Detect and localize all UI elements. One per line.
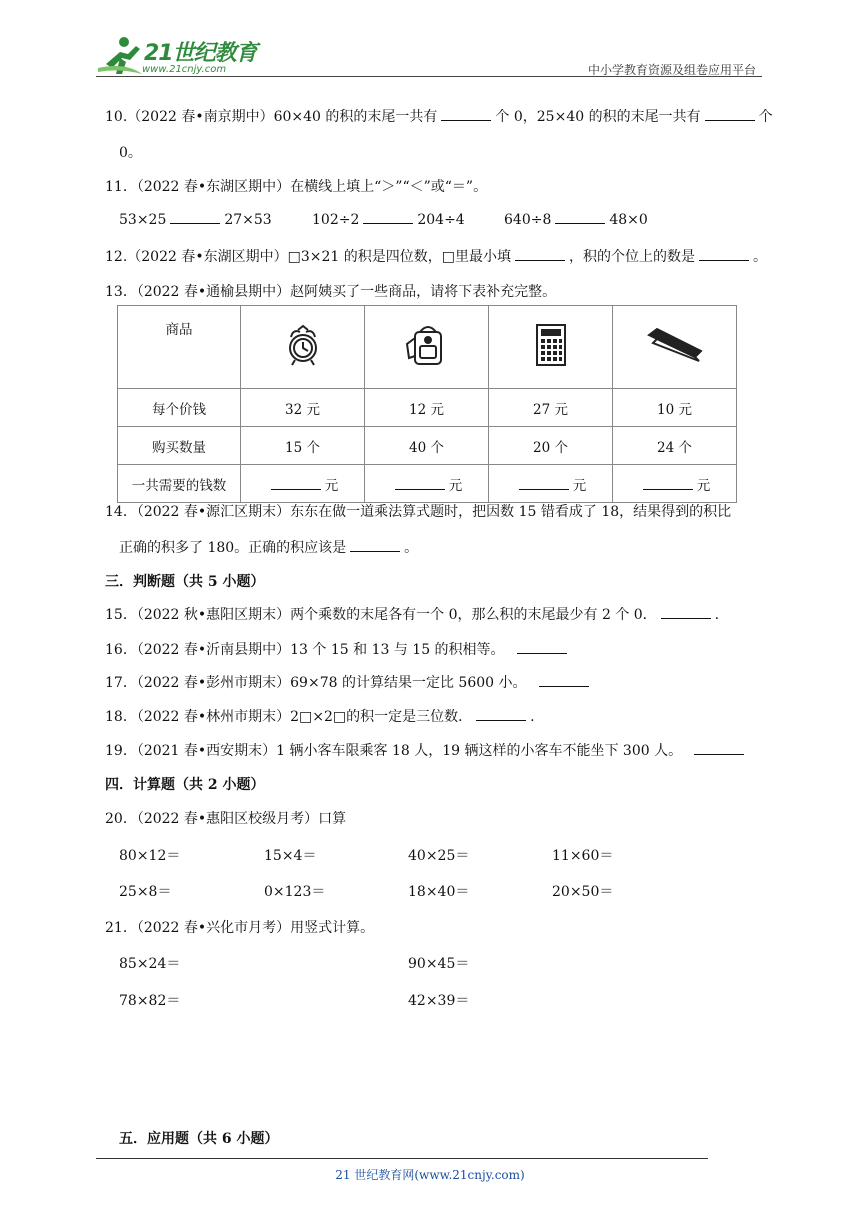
price-cell: 27 元 <box>489 389 613 427</box>
question-11-expr-2: 102÷2 204÷4 <box>312 212 465 228</box>
table-row <box>118 306 737 389</box>
total-cell: 元 <box>613 465 737 503</box>
price-cell: 12 元 <box>365 389 489 427</box>
table-row <box>118 389 737 427</box>
question-10-line2: 0。 <box>119 145 142 161</box>
answer-blank[interactable] <box>441 108 491 121</box>
q10-text-a: 10.（2022 春•南京期中）60×40 的积的末尾一共有 <box>105 109 438 125</box>
answer-blank[interactable] <box>643 477 693 490</box>
oral-calc-item: 40×25＝ <box>408 848 470 864</box>
answer-blank[interactable] <box>705 108 755 121</box>
question-14-line1: 14．（2022 春•源汇区期末）东东在做一道乘法算式题时，把因数 15 错看成了 18，结果得到的积比 <box>105 504 732 520</box>
calculator-icon <box>533 322 569 368</box>
logo-url-text: www.21cnjy.com <box>142 64 227 75</box>
goods-table <box>117 305 737 503</box>
q10-text-b: 个 0，25×40 的积的末尾一共有 <box>495 109 701 125</box>
qty-cell: 20 个 <box>489 427 613 465</box>
question-11-stem: 11．（2022 春•东湖区期中）在横线上填上“＞”“＜”或“＝”。 <box>105 179 488 195</box>
header-divider <box>96 76 762 77</box>
question-14-line2: 正确的积多了 180。正确的积应该是 。 <box>119 540 419 556</box>
row-label-qty: 购买数量 <box>118 427 241 465</box>
oral-calc-item: 18×40＝ <box>408 884 470 900</box>
question-11-expr-1: 53×25 27×53 <box>119 212 272 228</box>
stapler-icon <box>645 325 705 365</box>
answer-blank[interactable] <box>661 606 711 619</box>
qty-cell: 40 个 <box>365 427 489 465</box>
qty-cell: 15 个 <box>241 427 365 465</box>
answer-blank[interactable] <box>170 211 220 224</box>
answer-blank[interactable] <box>539 674 589 687</box>
row-label-price: 每个价钱 <box>118 389 241 427</box>
question-15: 15．（2022 秋•惠阳区期末）两个乘数的末尾各有一个 0，那么积的末尾最少有 2 个 0． . <box>105 607 720 623</box>
question-21-stem: 21．（2022 春•兴化市月考）用竖式计算。 <box>105 920 375 936</box>
alarm-clock-icon <box>283 320 323 370</box>
question-16: 16．（2022 春•沂南县期中）13 个 15 和 13 与 15 的积相等。 <box>105 639 571 659</box>
question-19: 19．（2021 春•西安期末）1 辆小客车限乘客 18 人，19 辆这样的小客车不能坐下 300 人。 <box>105 740 748 760</box>
answer-blank[interactable] <box>515 248 565 261</box>
vertical-calc-item: 42×39＝ <box>408 993 470 1009</box>
answer-blank[interactable] <box>517 641 567 654</box>
oral-calc-item: 20×50＝ <box>552 884 614 900</box>
answer-blank[interactable] <box>519 477 569 490</box>
question-11-expr-3: 640÷8 48×0 <box>504 212 648 228</box>
question-13-stem: 13．（2022 春•通榆县期中）赵阿姨买了一些商品，请将下表补充完整。 <box>105 284 557 300</box>
answer-blank[interactable] <box>395 477 445 490</box>
section-title-application: 五．应用题（共 6 小题） <box>119 1131 279 1147</box>
backpack-icon <box>402 320 452 370</box>
section-title-calculation: 四．计算题（共 2 小题） <box>105 777 265 793</box>
qty-cell: 24 个 <box>613 427 737 465</box>
oral-calc-item: 80×12＝ <box>119 848 181 864</box>
footer-divider <box>96 1158 708 1159</box>
answer-blank[interactable] <box>363 211 413 224</box>
total-cell: 元 <box>489 465 613 503</box>
total-cell: 元 <box>241 465 365 503</box>
price-cell: 10 元 <box>613 389 737 427</box>
oral-calc-item: 25×8＝ <box>119 884 172 900</box>
footer-link[interactable]: 21 世纪教育网(www.21cnjy.com) <box>335 1168 525 1182</box>
answer-blank[interactable] <box>694 742 744 755</box>
row-label-goods: 商品 <box>118 306 241 389</box>
q10-text-c: 个 <box>758 109 773 125</box>
answer-blank[interactable] <box>476 708 526 721</box>
question-18: 18．（2022 春•林州市期末）2□×2□的积一定是三位数． . <box>105 709 535 725</box>
logo-text: 21世纪教育 <box>144 41 257 66</box>
table-row <box>118 465 737 503</box>
section-title-judgement: 三．判断题（共 5 小题） <box>105 574 265 590</box>
oral-calc-item: 15×4＝ <box>264 848 317 864</box>
platform-title: 中小学教育资源及组卷应用平台 <box>587 63 756 77</box>
answer-blank[interactable] <box>350 539 400 552</box>
answer-blank[interactable] <box>271 477 321 490</box>
question-17: 17．（2022 春•彭州市期末）69×78 的计算结果一定比 5600 小。 <box>105 672 593 692</box>
answer-blank[interactable] <box>555 211 605 224</box>
table-row <box>118 427 737 465</box>
price-cell: 32 元 <box>241 389 365 427</box>
row-label-total: 一共需要的钱数 <box>118 465 241 503</box>
vertical-calc-item: 85×24＝ <box>119 956 181 972</box>
oral-calc-item: 0×123＝ <box>264 884 326 900</box>
question-20-stem: 20．（2022 春•惠阳区校级月考）口算 <box>105 811 347 827</box>
answer-blank[interactable] <box>699 248 749 261</box>
question-10-line1 <box>105 106 773 126</box>
oral-calc-item: 11×60＝ <box>552 848 614 864</box>
total-cell: 元 <box>365 465 489 503</box>
vertical-calc-item: 90×45＝ <box>408 956 470 972</box>
question-12: 12.（2022 春•东湖区期中）□3×21 的积是四位数，□里最小填 ，积的个位上的数是 。 <box>105 249 767 265</box>
vertical-calc-item: 78×82＝ <box>119 993 181 1009</box>
